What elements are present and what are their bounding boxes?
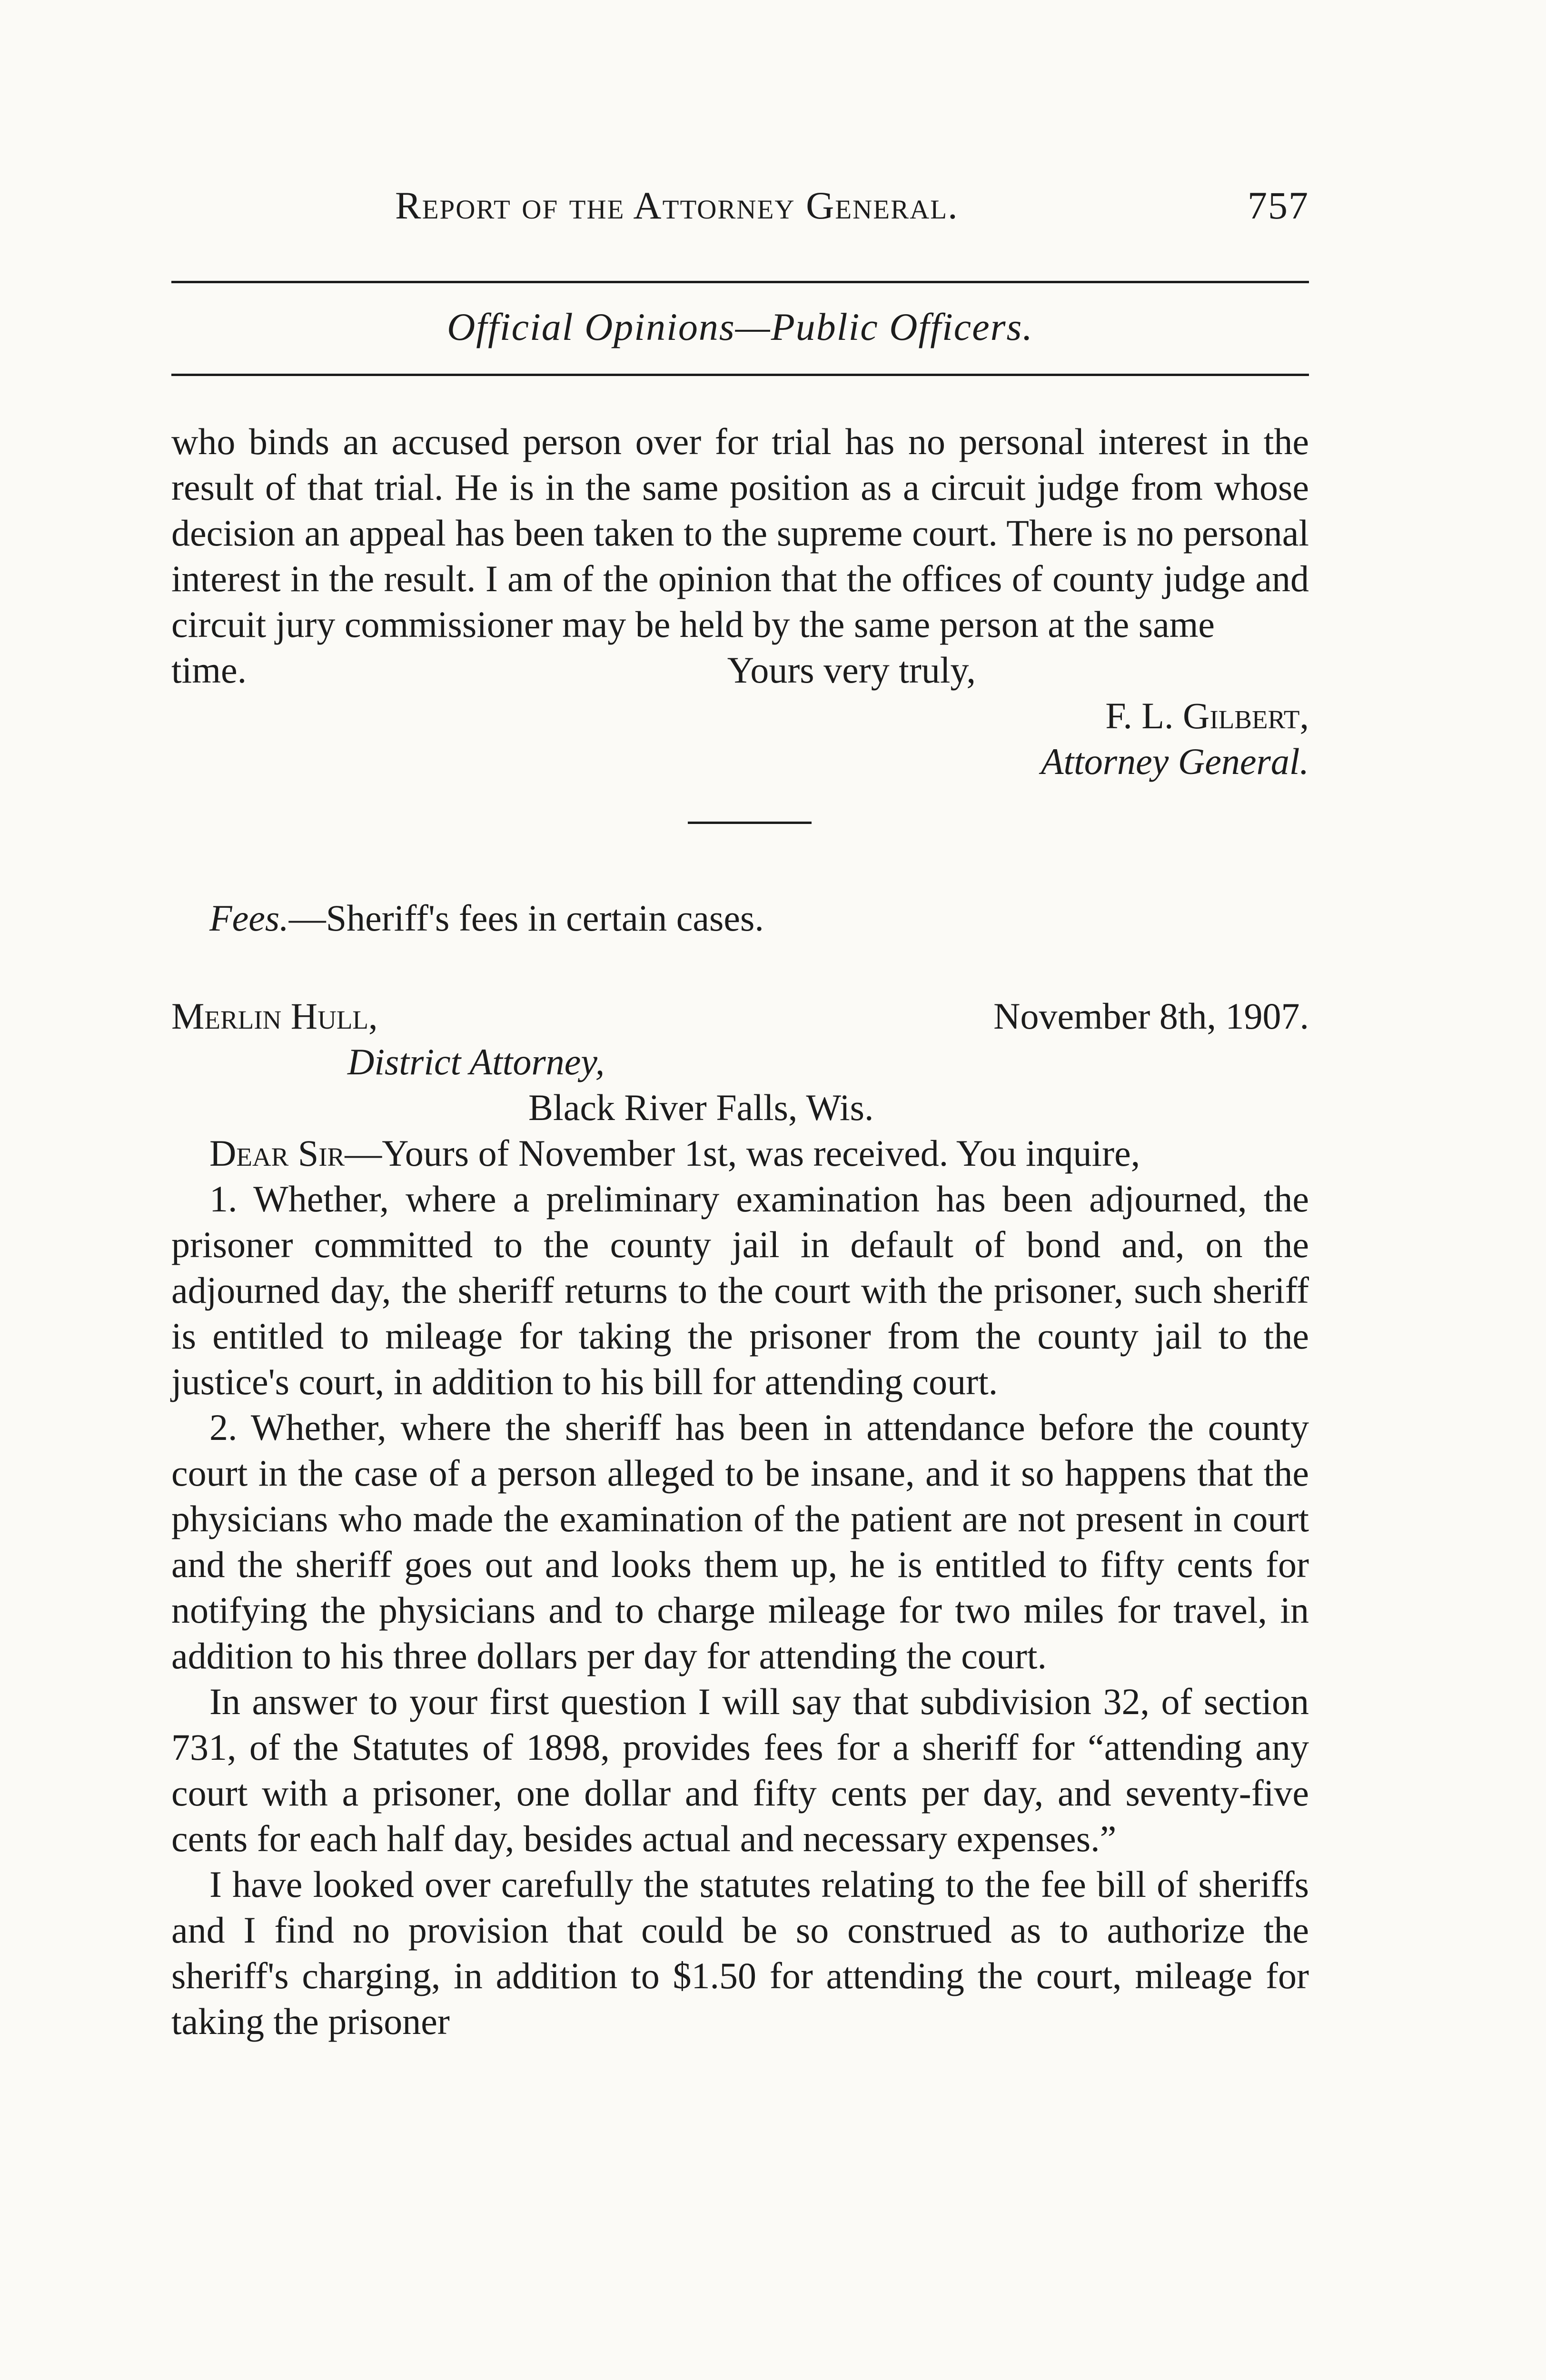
complimentary-close: Yours very truly, xyxy=(727,649,976,691)
address-line xyxy=(171,993,1309,1039)
paragraph-question-1: 1. Whether, where a preliminary examination has been adjourned, the prisoner committed to the county jail in default of bond and, on the adjourned day, the sheriff returns to the court with the prisoner, such sheriff is entitled to mileage for taking the prisoner from the county jail to the justice's court, in addition to his bill for attending court. xyxy=(171,1178,1309,1402)
opinion-separator xyxy=(688,822,812,824)
salutation: Dear Sir xyxy=(209,1132,345,1174)
closing-line xyxy=(171,647,1309,693)
addressee-title: District Attorney, xyxy=(347,1041,605,1082)
page-number: 757 xyxy=(1248,184,1309,227)
header-rule-bottom xyxy=(171,374,1309,376)
signer-name: F. L. Gilbert, xyxy=(1105,695,1309,736)
prior-opinion-text: who binds an accused person over for trial has no personal interest in the result of that trial. He is in the same position as a circuit judge from whose decision an appeal has been taken to the supreme court. There is no personal interest in the result. I am of the opinion that the offices of county judge and circuit jury commissioner may be held by the same person at the same xyxy=(171,421,1309,645)
running-title: Report of the Attorney General. xyxy=(395,184,959,227)
header-rule-top xyxy=(171,281,1309,283)
salutation-paragraph xyxy=(171,1130,1309,1176)
syllabus-text: —Sheriff's fees in certain cases. xyxy=(288,897,764,939)
running-head xyxy=(171,183,1309,236)
closing-left: time. xyxy=(171,649,247,691)
paragraph-answer-2: I have looked over carefully the statutes relating to the fee bill of sheriffs and I find no provision that could be so construed as to authorize the sheriff's charging, in addition to $1.50 for attending the court, mileage for taking the prisoner xyxy=(171,1864,1309,2042)
book-page xyxy=(171,0,1309,2380)
addressee-place: Black River Falls, Wis. xyxy=(528,1087,874,1128)
section-title: Official Opinions—Public Officers. xyxy=(447,305,1033,348)
syllabus-label: Fees. xyxy=(209,897,289,939)
addressee-name: Merlin Hull, xyxy=(171,995,378,1037)
signer-title: Attorney General. xyxy=(1041,741,1309,782)
paragraph-answer-1: In answer to your first question I will say that subdivision 32, of section 731, of the Statutes of 1898, provides fees for a sheriff for “attending any court with a prisoner, one dollar and fifty cents per day, and seventy-five cents for each half day, besides actual and necessary expenses.” xyxy=(171,1681,1309,1859)
intro-text: —Yours of November 1st, was received. You inquire, xyxy=(345,1132,1140,1174)
page-body xyxy=(171,419,1309,2044)
letter-date: November 8th, 1907. xyxy=(993,995,1309,1037)
syllabus xyxy=(171,895,1309,941)
paragraph-question-2: 2. Whether, where the sheriff has been in attendance before the county court in the case of a person alleged to be insane, and it so happens that the physicians who made the examination of the patient are not present in court and the sheriff goes out and looks them up, he is entitled to fifty cents for notifying the physicians and to charge mileage for two miles for travel, in addition to his three dollars per day for attending the court. xyxy=(171,1407,1309,1676)
